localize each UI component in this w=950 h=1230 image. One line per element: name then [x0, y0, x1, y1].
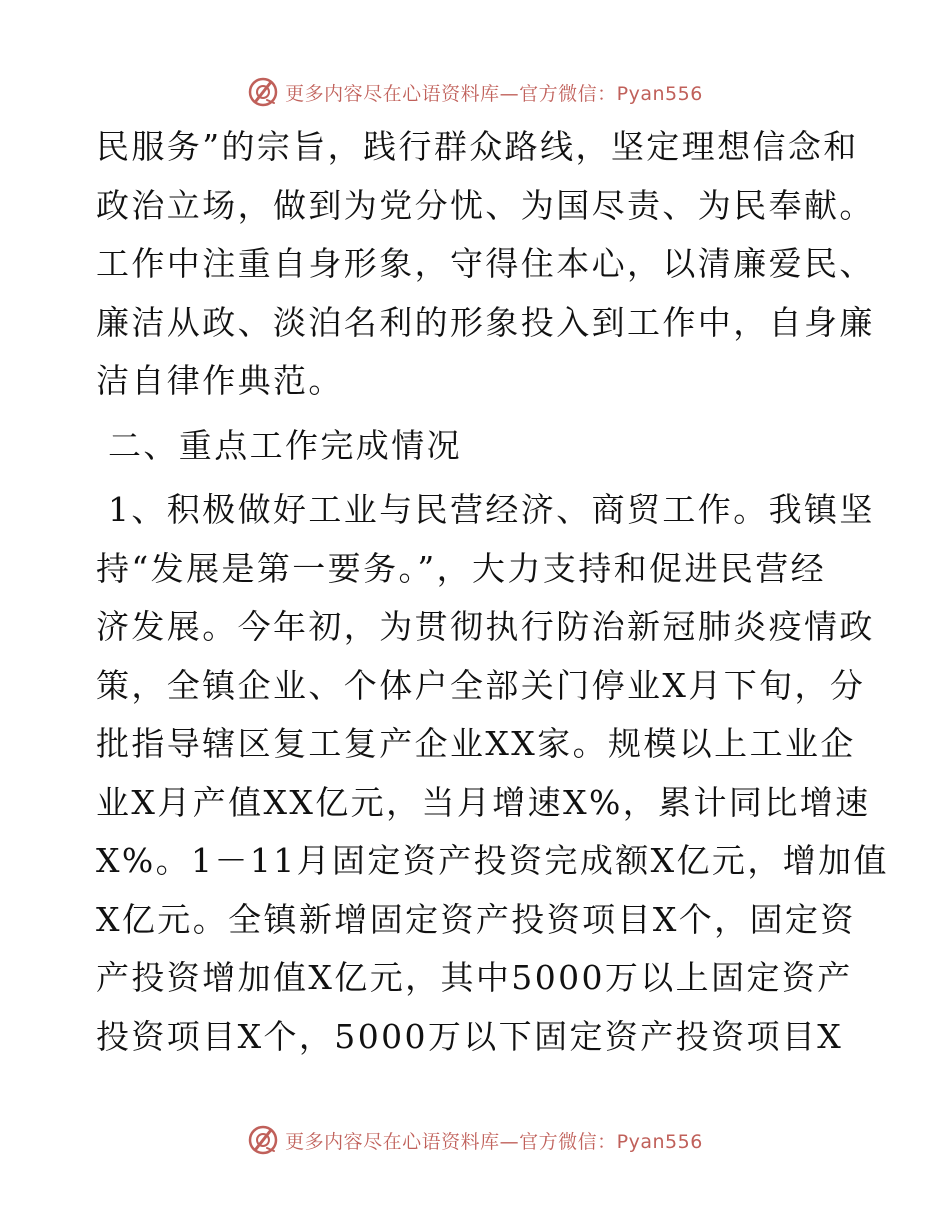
- watermark-text: 更多内容尽在心语资料库—官方微信：Pyan556: [285, 82, 703, 105]
- seal-stamp-icon: [247, 1124, 279, 1156]
- text-line: 廉洁从政、淡泊名利的形象投入到工作中，自身廉: [96, 302, 875, 342]
- watermark-banner-bottom: [0, 1120, 950, 1160]
- text-line: 1、积极做好工业与民营经济、商贸工作。我镇坚: [108, 490, 875, 529]
- seal-stamp-icon: [247, 76, 279, 108]
- text-line: 洁自律作典范。: [96, 361, 344, 400]
- text-line: 投资项目X个，5000万以下固定资产投资项目X: [96, 1016, 844, 1056]
- text-line: 工作中注重自身形象，守得住本心，以清廉爱民、: [96, 244, 875, 283]
- text-line: 民服务”的宗旨，践行群众路线，坚定理想信念和: [96, 127, 859, 166]
- text-line: X亿元。全镇新增固定资产投资项目X个，固定资: [96, 899, 856, 939]
- paragraph-continued: [96, 118, 875, 411]
- watermark-text: 更多内容尽在心语资料库—官方微信：Pyan556: [285, 1130, 703, 1153]
- paragraph-industry: [96, 481, 889, 1066]
- text-line: 产投资增加值X亿元，其中5000万以上固定资产: [96, 958, 853, 997]
- text-line: X%。1－11月固定资产投资完成额X亿元，增加值: [96, 841, 889, 880]
- text-line: 批指导辖区复工复产企业XX家。规模以上工业企: [96, 724, 856, 763]
- document-body: [96, 118, 889, 1066]
- text-line: 策，全镇企业、个体户全部关门停业X月下旬，分: [96, 665, 866, 705]
- watermark-banner-top: [0, 72, 950, 112]
- text-line: 济发展。今年初，为贯彻执行防治新冠肺炎疫情政: [96, 607, 875, 646]
- section-heading: 二、重点工作完成情况: [108, 425, 462, 465]
- text-line: 业X月产值XX亿元，当月增速X%，累计同比增速: [96, 782, 871, 822]
- text-line: 政治立场，做到为党分忧、为国尽责、为民奉献。: [96, 185, 875, 225]
- text-line: 持“发展是第一要务。”，大力支持和促进民营经: [96, 548, 827, 588]
